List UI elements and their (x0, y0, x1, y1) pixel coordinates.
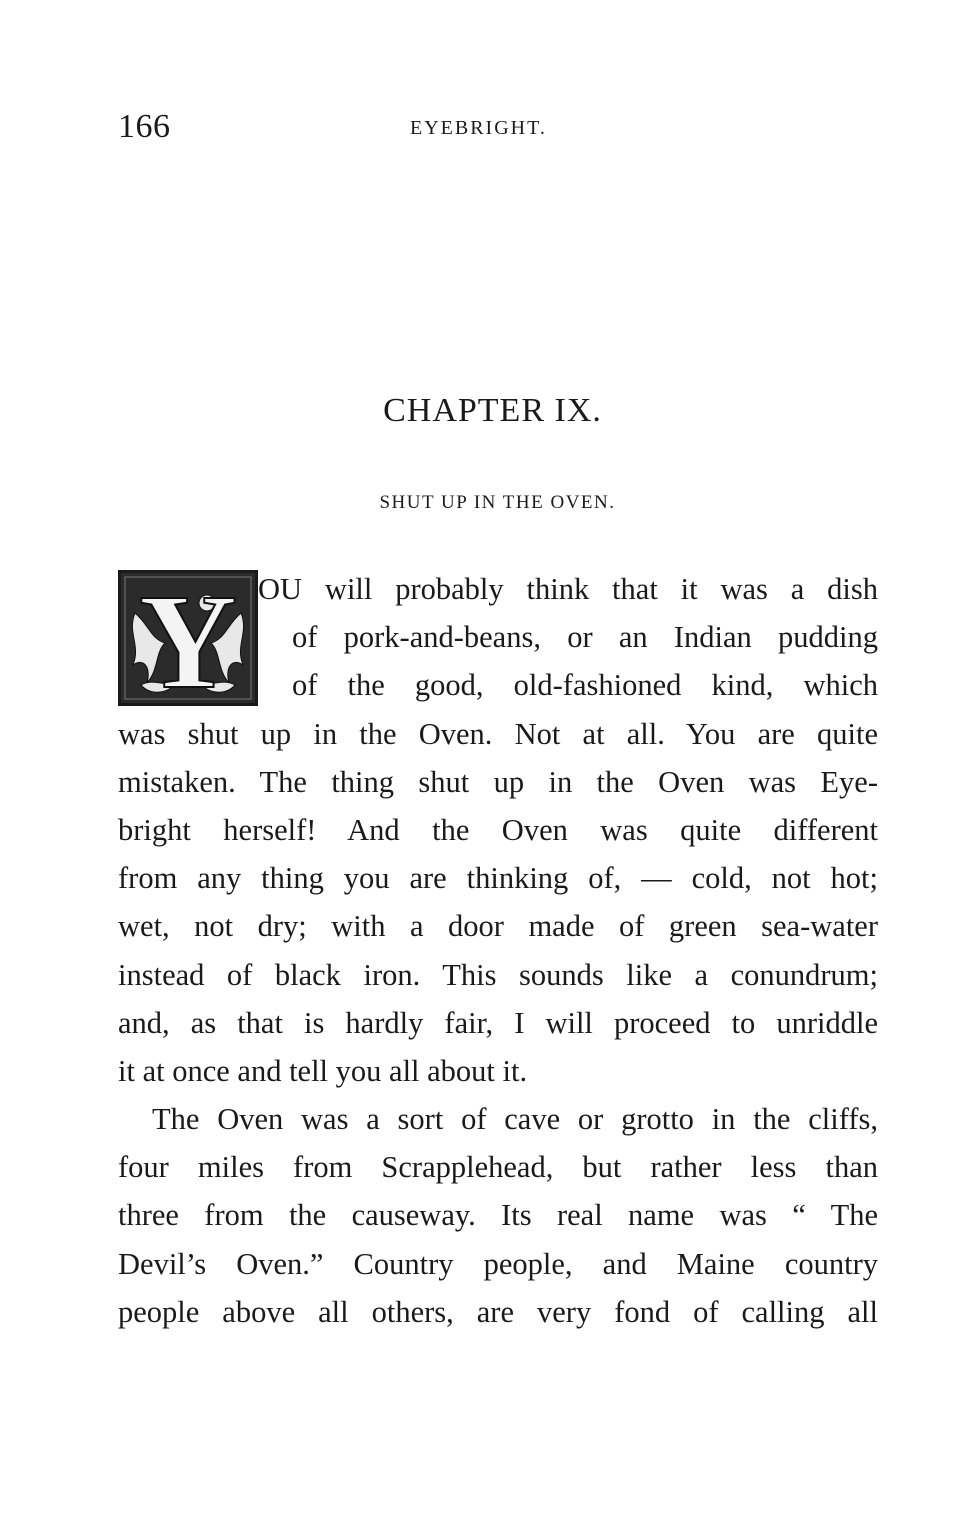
text-line: from any thing you are thinking of, — cold, not hot; (118, 861, 878, 896)
text-line: four miles from Scrapplehead, but rather less than (118, 1150, 878, 1185)
text-line: Devil’s Oven.” Country people, and Maine country (118, 1246, 878, 1281)
chapter-heading: CHAPTER IX. (383, 392, 602, 429)
text-line: bright herself! And the Oven was quite different (118, 812, 878, 847)
running-head (118, 108, 878, 152)
body-text (118, 565, 878, 1336)
text-line: and, as that is hardly fair, I will proceed to unriddle (118, 1005, 878, 1040)
page-number: 166 (118, 108, 171, 145)
text-line: OU will probably think that it was a dish (258, 572, 878, 606)
text-line: The Oven was a sort of cave or grotto in the cliffs, (152, 1102, 878, 1137)
text-line: instead of black iron. This sounds like a conundrum; (118, 957, 878, 992)
drop-cap-letter: Y (138, 570, 238, 706)
text-line: three from the causeway. Its real name was “ The (118, 1198, 878, 1233)
text-line: mistaken. The thing shut up in the Oven was Eye- (118, 764, 878, 799)
chapter-subtitle: SHUT UP IN THE OVEN. (379, 492, 616, 513)
text-line: people above all others, are very fond of calling all (118, 1294, 878, 1329)
running-title: EYEBRIGHT. (410, 117, 547, 139)
text-line: wet, not dry; with a door made of green sea-water (118, 909, 878, 944)
text-line: of the good, old-fashioned kind, which (292, 668, 878, 703)
text-line: was shut up in the Oven. Not at all. You are quite (118, 716, 878, 751)
text-line: of pork-and-beans, or an Indian pudding (292, 620, 878, 655)
text-line: it at once and tell you all about it. (118, 1053, 528, 1088)
